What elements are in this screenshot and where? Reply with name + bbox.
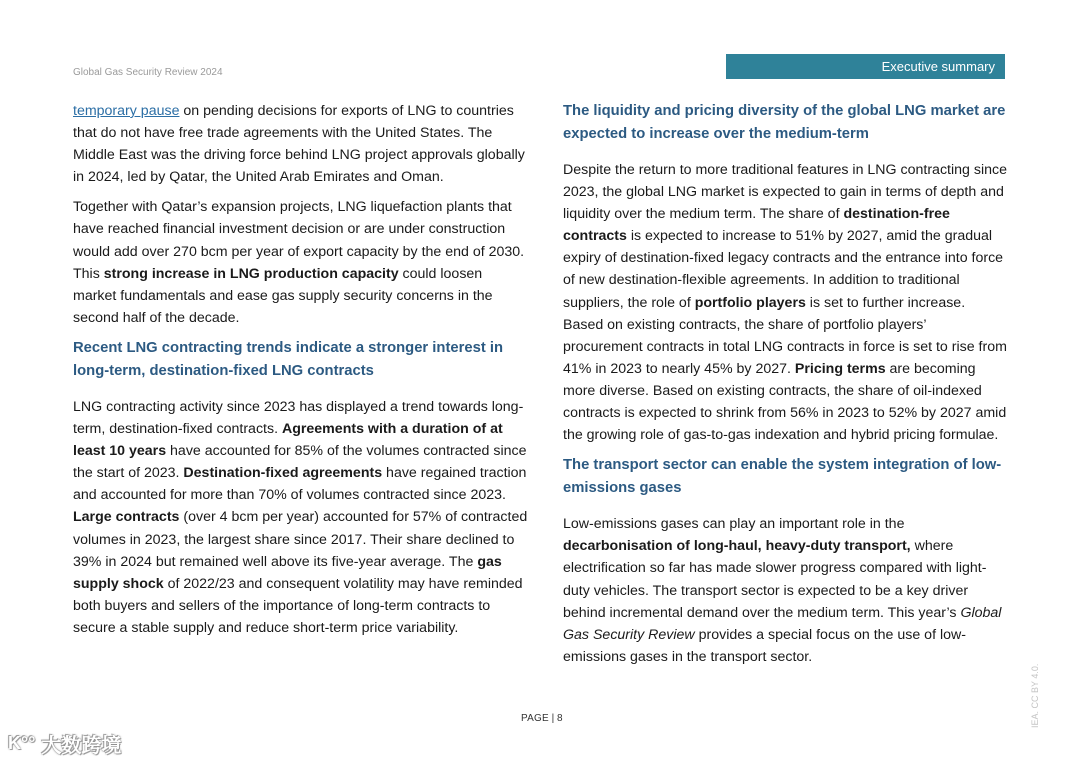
- bold-text: destination-free contracts: [563, 206, 950, 245]
- text: (over 4 bcm per year) accounted for 57% of contracted volumes in 2023, the largest share since 2017. Their share declined to 39% in 2024 but remained well above its five-year average. The: [73, 509, 528, 570]
- page-number: [521, 713, 563, 724]
- left-column: [73, 100, 528, 647]
- bold-text: Pricing terms: [794, 360, 886, 377]
- section-heading: The transport sector can enable the system integration of low-emissions gases: [563, 457, 1002, 497]
- bold-text: gas supply shock: [73, 553, 502, 592]
- section-label: Executive summary: [881, 59, 995, 74]
- text: have accounted for 85% of the volumes contracted since the start of 2023.: [73, 443, 527, 482]
- watermark-text: 大数跨境: [41, 735, 122, 757]
- paragraph: [563, 159, 1008, 446]
- section-label-banner: [726, 54, 1005, 79]
- text: is expected to increase to 51% by 2027, amid the gradual expiry of destination-fixed legacy contracts and the entrance into force of new destination-flexible agreements. In addition to traditional suppliers, the role of: [563, 228, 1004, 311]
- text: have regained traction and accounted for more than 70% of volumes contracted since 2023.: [73, 465, 527, 504]
- text: Despite the return to more traditional features in LNG contracting since 2023, the global LNG market is expected to gain in terms of depth and liquidity over the medium term. The share of: [563, 162, 1007, 223]
- text: provides a special focus on the use of low-emissions gases in the transport sector.: [563, 626, 966, 665]
- temporary-pause-link[interactable]: temporary pause: [73, 103, 180, 119]
- italic-title: Global Gas Security Review: [563, 604, 1002, 643]
- bold-text: decarbonisation of long-haul, heavy-duty transport,: [563, 538, 911, 555]
- section-heading: The liquidity and pricing diversity of the global LNG market are expected to increase over the medium-term: [563, 103, 1006, 142]
- text: LNG contracting activity since 2023 has displayed a trend towards long-term, destination-fixed contracts.: [73, 398, 524, 438]
- page-separator: |: [548, 713, 558, 724]
- page-label: PAGE: [521, 713, 549, 724]
- watermark-logo-icon: K°°: [8, 733, 36, 753]
- text: Together with Qatar’s expansion projects, LNG liquefaction plants that have reached financial investment decision or are under construction would add over 270 bcm per year of export capacity by the end of 2030. This: [73, 199, 525, 282]
- paragraph: [73, 396, 528, 639]
- watermark: [8, 729, 121, 758]
- paragraph: [73, 100, 528, 188]
- text: where electrification so far has made slower progress compared with light-duty vehicles. The transport sector is expected to be a key driver behind incremental demand over the medium term. This year’s: [563, 538, 987, 621]
- text: Low-emissions gases can play an important role in the: [563, 516, 905, 533]
- paragraph: [563, 513, 1008, 668]
- bold-text: strong increase in LNG production capacity: [103, 265, 399, 282]
- bold-text: Large contracts: [73, 509, 180, 526]
- document-title: Global Gas Security Review 2024: [73, 67, 223, 78]
- right-column: [563, 100, 1008, 676]
- bold-text: portfolio players: [694, 294, 806, 311]
- text: are becoming more diverse. Based on existing contracts, the share of oil-indexed contracts is expected to shrink from 56% in 2023 to 52% by 2027 amid the growing role of gas-to-gas indexation and hybrid pricing formulae.: [563, 360, 1007, 444]
- text: on pending decisions for exports of LNG to countries that do not have free trade agreements with the United States. The Middle East was the driving force behind LNG project approvals globally in 2024, led by Qatar, the United Arab Emirates and Oman.: [73, 103, 525, 186]
- page-number-value: 8: [557, 713, 563, 724]
- text: of 2022/23 and consequent volatility may have reminded both buyers and sellers of the importance of long-term contracts to secure a stable supply and reduce short-term price variability.: [73, 575, 523, 636]
- bold-text: Agreements with a duration of at least 10 years: [73, 421, 503, 460]
- license-notice: IEA. CC BY 4.0.: [1030, 663, 1040, 728]
- text: is set to further increase. Based on existing contracts, the share of portfolio players’ procurement contracts in total LNG contracts in force is set to rise from 41% in 2023 to nearly 45% by 2027.: [563, 294, 1007, 377]
- bold-text: Destination-fixed agreements: [183, 465, 383, 482]
- paragraph: [73, 196, 528, 329]
- section-heading: Recent LNG contracting trends indicate a stronger interest in long-term, destination-fixed LNG contracts: [73, 339, 504, 379]
- text: could loosen market fundamentals and ease gas supply security concerns in the second half of the decade.: [73, 265, 493, 326]
